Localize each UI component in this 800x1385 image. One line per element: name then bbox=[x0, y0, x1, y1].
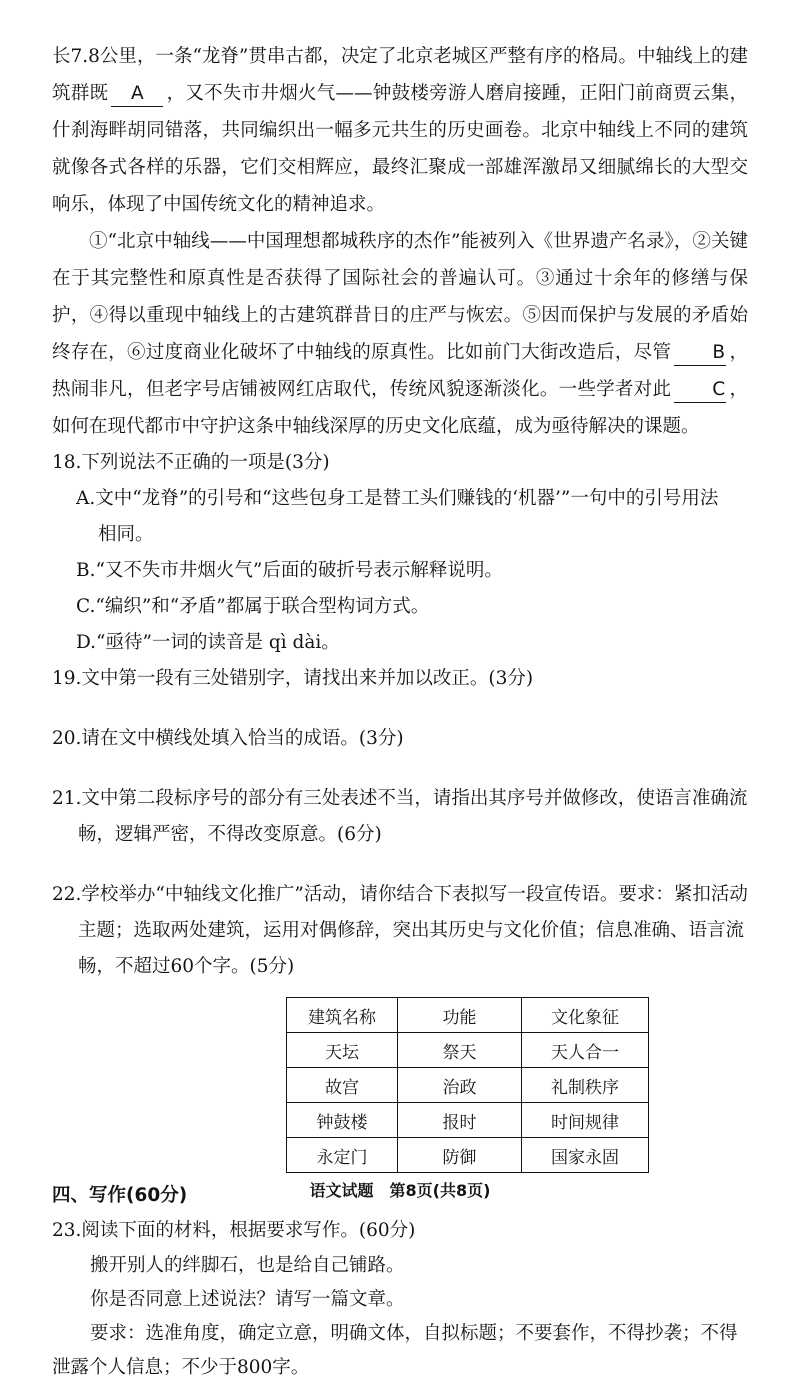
table-row bbox=[287, 1138, 649, 1173]
passage-p2-text-a: ①“北京中轴线——中国理想都城秩序的杰作”能被列入《世界遗产名录》，②关键在于其完整性和原真性是否获得了国际社会的普遍认可。③通过十余年的修缮与保护，④得以重现中轴线上的古建筑群昔日的庄严与恢宏。⑤因而保护与发展的矛盾始终存在，⑥过度商业化破坏了中轴线的原真性。比如前门大街改造后，尽管 bbox=[52, 231, 748, 363]
table-cell: 治政 bbox=[398, 1068, 522, 1103]
question-18-stem: 18.下列说法不正确的一项是(3分) bbox=[52, 452, 330, 473]
question-18-option-b: B.“又不失市井烟火气”后面的破折号表示解释说明。 bbox=[76, 560, 503, 581]
table-cell: 故宫 bbox=[287, 1068, 398, 1103]
table-row bbox=[287, 1103, 649, 1138]
table-row bbox=[287, 1033, 649, 1068]
table-cell: 天坛 bbox=[287, 1033, 398, 1068]
table-cell: 祭天 bbox=[398, 1033, 522, 1068]
table-row bbox=[287, 1068, 649, 1103]
passage-paragraph-1 bbox=[52, 38, 748, 223]
question-19: 19.文中第一段有三处错别字，请找出来并加以改正。(3分) bbox=[52, 668, 534, 689]
blank-a: A bbox=[111, 82, 163, 107]
question-23-stem: 23.阅读下面的材料，根据要求写作。(60分) bbox=[52, 1220, 416, 1241]
passage-paragraph-2 bbox=[52, 223, 748, 445]
table-header-row bbox=[287, 998, 649, 1033]
section-heading-writing: 四、写作(60分) bbox=[52, 1185, 188, 1206]
table-cell: 钟鼓楼 bbox=[287, 1103, 398, 1138]
question-18-option-a: A.文中“龙脊”的引号和“这些包身工是替工头们赚钱的‘机器’”一句中的引号用法 bbox=[76, 488, 719, 509]
passage-p2-text-c: ，如何在现代都市中守护这条中轴线深厚的历史文化底蕴，成为亟待解决的课题。 bbox=[52, 379, 748, 437]
question-18-option-a-continued: 相同。 bbox=[98, 524, 154, 545]
question-23-requirements: 要求：选准角度，确定立意，明确文体，自拟标题；不要套作，不得抄袭；不得泄露个人信息；不少于800字。 bbox=[52, 1323, 738, 1378]
table-cell: 时间规律 bbox=[522, 1103, 649, 1138]
answer-space-20 bbox=[52, 757, 748, 781]
question-18-option-c: C.“编织”和“矛盾”都属于联合型构词方式。 bbox=[76, 596, 430, 617]
table-header-cell: 建筑名称 bbox=[287, 998, 398, 1033]
answer-space-19 bbox=[52, 697, 748, 721]
table-cell: 天人合一 bbox=[522, 1033, 649, 1068]
question-23-prompt: 你是否同意上述说法？请写一篇文章。 bbox=[90, 1289, 405, 1310]
question-22: 22.学校举办“中轴线文化推广”活动，请你结合下表拟写一段宣传语。要求：紧扣活动主题；选取两处建筑，运用对偶修辞，突出其历史与文化价值；信息准确、语言流畅，不超过60个字。(5分) bbox=[52, 884, 748, 977]
table-cell: 永定门 bbox=[287, 1138, 398, 1173]
page-footer: 语文试题 第8页(共8页) bbox=[309, 1181, 491, 1200]
table-cell: 国家永固 bbox=[522, 1138, 649, 1173]
blank-c: C bbox=[674, 378, 726, 403]
table-cell: 报时 bbox=[398, 1103, 522, 1138]
passage-p1-text-b: ，又不失市井烟火气——钟鼓楼旁游人磨肩接踵，正阳门前商贾云集，什刹海畔胡同错落，共同编织出一幅多元共生的历史画卷。北京中轴线上不同的建筑就像各式各样的乐器，它们交相辉应，最终汇聚成一部雄浑激昂又细腻绵长的大型交响乐，体现了中国传统文化的精神追求。 bbox=[52, 83, 748, 215]
building-table bbox=[286, 997, 649, 1173]
passage-p1-text-a: 长7.8公里，一条“龙脊”贯串古都，决定了北京老城区严整有序的格局。中轴线上的建筑群既 bbox=[52, 46, 748, 104]
table-header-cell: 文化象征 bbox=[522, 998, 649, 1033]
table-header-cell: 功能 bbox=[398, 998, 522, 1033]
question-21: 21.文中第二段标序号的部分有三处表述不当，请指出其序号并做修改，使语言准确流畅，逻辑严密，不得改变原意。(6分) bbox=[52, 788, 748, 845]
question-23-material: 搬开别人的绊脚石，也是给自己铺路。 bbox=[90, 1255, 405, 1276]
blank-b: B bbox=[674, 341, 726, 366]
question-18-option-d: D.“亟待”一词的读音是 qì dài。 bbox=[76, 632, 340, 653]
question-20: 20.请在文中横线处填入恰当的成语。(3分) bbox=[52, 728, 404, 749]
table-cell: 防御 bbox=[398, 1138, 522, 1173]
table-cell: 礼制秩序 bbox=[522, 1068, 649, 1103]
answer-space-21 bbox=[52, 853, 748, 877]
passage-p2-text-b: ，热闹非凡，但老字号店铺被网红店取代，传统风貌逐渐淡化。一些学者对此 bbox=[52, 342, 748, 400]
